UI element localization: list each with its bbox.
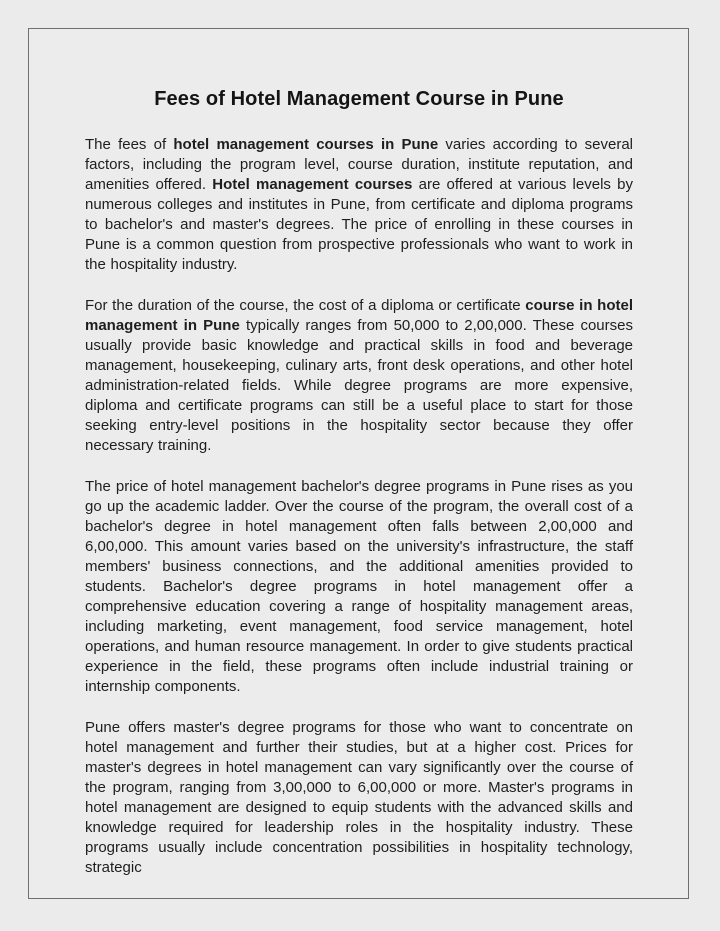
text-run: typically ranges from 50,000 to 2,00,000. These courses usually provide basic knowledge and practical skills in food and beverage management, housekeeping, culinary arts, front desk operations, and other hotel administration-related fields. While degree programs are more expensive, diploma and certificate programs can still be a useful place to start for those seeking entry-level positions in the hospitality sector because they offer necessary training. [85,317,633,454]
page-content [29,29,688,878]
text-run: are offered at various levels by numerous colleges and institutes in Pune, from certificate and diploma programs to bachelor's and master's degrees. The price of enrolling in these courses in Pune is a common question from prospective professionals who want to work in the hospitality industry. [85,176,633,273]
text-run: The fees of [85,136,174,153]
text-run: For the duration of the course, the cost of a diploma or certificate [85,297,526,314]
text-run: varies according to several factors, including the program level, course duration, institute reputation, and amenities offered. [85,136,634,193]
document-body [85,135,633,878]
bold-text-run: hotel management courses in Pune [173,136,439,153]
page-border [28,28,689,899]
paragraph [85,477,633,697]
paragraph [85,718,633,878]
paragraph [85,296,633,456]
bold-text-run: course in hotel management in Pune [85,297,633,334]
page-title: Fees of Hotel Management Course in Pune [154,88,564,110]
text-run: Pune offers master's degree programs for those who want to concentrate on hotel management and further their studies, but at a higher cost. Prices for master's degrees in hotel management can vary significantly over the course of the program, ranging from 3,00,000 to 6,00,000 or more. Master's programs in hotel management are designed to equip students with the advanced skills and knowledge required for leadership roles in the hospitality industry. These programs usually include concentration possibilities in hospitality technology, strategic [85,719,633,876]
text-run: The price of hotel management bachelor's degree programs in Pune rises as you go up the academic ladder. Over the course of the program, the overall cost of a bachelor's degree in hotel management often falls between 2,00,000 and 6,00,000. This amount varies based on the university's infrastructure, the staff members' business connections, and the additional amenities provided to students. Bachelor's degree programs in hotel management offer a comprehensive education covering a range of hospitality management areas, including marketing, event management, food service management, hotel operations, and human resource management. In order to give students practical experience in the field, these programs often include industrial training or internship components. [85,478,633,695]
paragraph [85,135,633,275]
bold-text-run: Hotel management courses [212,176,413,193]
